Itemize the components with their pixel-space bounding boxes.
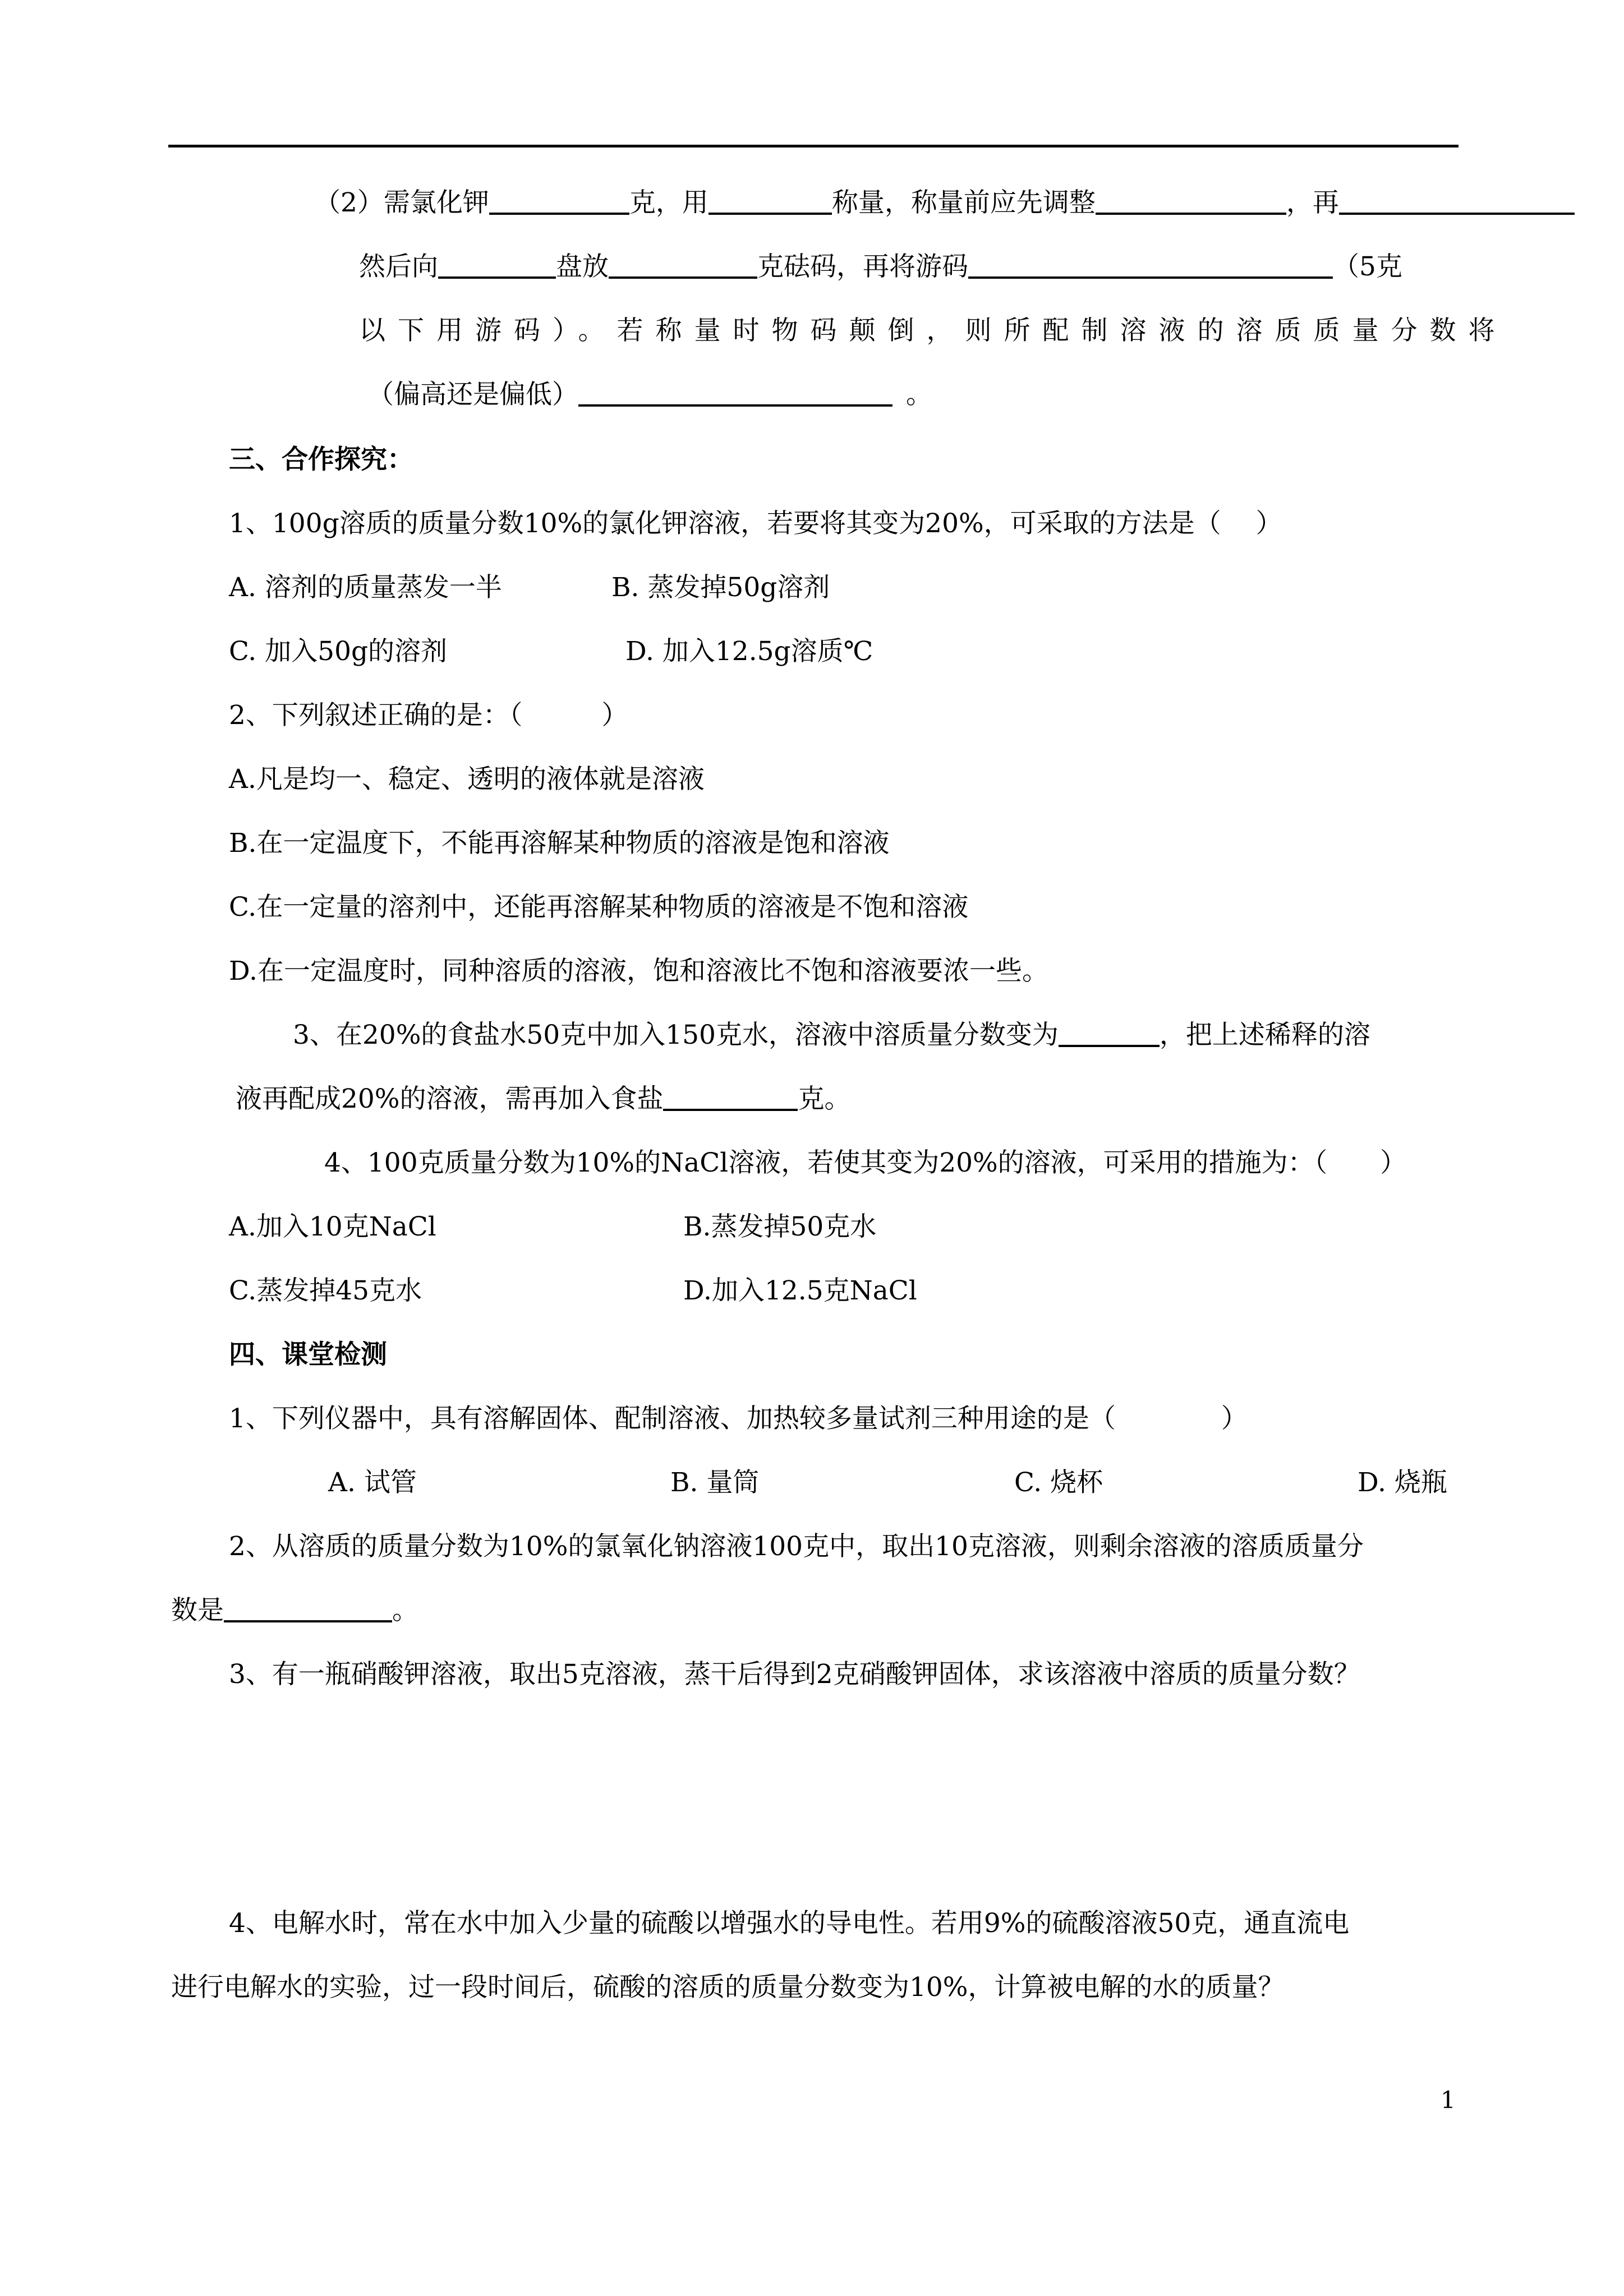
s4-q1-option-c: C. 烧杯 [1014, 1467, 1103, 1498]
s4-q2-line2: 数是 。 [171, 1595, 418, 1626]
s3-q4-option-d: D.加入12.5克NaCl [683, 1275, 917, 1306]
s4-q3: 3、有一瓶硝酸钾溶液，取出5克溶液，蒸干后得到2克硝酸钾固体，求该溶液中溶质的质量分数？ [229, 1659, 1360, 1690]
blank-high-low[interactable] [578, 380, 892, 407]
s3-q2-option-b: B.在一定温度下，不能再溶解某种物质的溶液是饱和溶液 [229, 828, 890, 859]
blank-new-fraction[interactable] [1059, 1020, 1160, 1047]
blank-instrument[interactable] [709, 188, 832, 215]
s4-q1-option-a: A. 试管 [328, 1467, 417, 1498]
q2-line1: （2）需氯化钾 克，用 称量，称量前应先调整 ，再 [314, 186, 1575, 220]
s3-q1-option-c: C. 加入50g的溶剂 [229, 636, 448, 667]
blank-rider[interactable] [968, 252, 1333, 279]
s4-q4-line1: 4、电解水时，常在水中加入少量的硫酸以增强水的导电性。若用9%的硫酸溶液50克，通直流电 [229, 1908, 1350, 1939]
header-rule [168, 145, 1459, 147]
s4-q2-line1: 2、从溶质的质量分数为10%的氯氧化钠溶液100克中，取出10克溶液，则剩余溶液的溶质质量分 [229, 1531, 1364, 1562]
s3-q4-option-a: A.加入10克NaCl [229, 1211, 436, 1242]
blank-remaining-fraction[interactable] [224, 1596, 392, 1622]
blank-adjust[interactable] [1096, 188, 1286, 215]
s4-q1: 1、下列仪器中，具有溶解固体、配制溶液、加热较多量试剂三种用途的是（ ） [229, 1403, 1248, 1434]
q2-line2: 然后向 盘放 克砝码，再将游码 （5克 [359, 251, 1402, 282]
section3-title: 三、合作探究： [229, 444, 413, 475]
s3-q1-option-d: D. 加入12.5g溶质℃ [625, 636, 873, 667]
s3-q2-option-a: A.凡是均一、稳定、透明的液体就是溶液 [229, 764, 705, 795]
blank-then[interactable] [1339, 188, 1575, 215]
blank-pan[interactable] [438, 252, 556, 279]
blank-kcl-mass[interactable] [489, 188, 629, 215]
section4-title: 四、课堂检测 [229, 1339, 387, 1370]
s3-q2-option-c: C.在一定量的溶剂中，还能再溶解某种物质的溶液是不饱和溶液 [229, 892, 969, 923]
s4-q4-line2: 进行电解水的实验，过一段时间后，硫酸的溶质的质量分数变为10%，计算被电解的水的质量？ [171, 1972, 1285, 2003]
s3-q1-option-b: B. 蒸发掉50g溶剂 [611, 572, 830, 603]
s3-q1-option-a: A. 溶剂的质量蒸发一半 [229, 572, 502, 603]
s3-q4-option-b: B.蒸发掉50克水 [683, 1211, 877, 1242]
s4-q1-option-b: B. 量筒 [670, 1467, 760, 1498]
s3-q4: 4、100克质量分数为10%的NaCl溶液，若使其变为20%的溶液，可采用的措施为：（ ） [324, 1147, 1407, 1178]
s3-q4-option-c: C.蒸发掉45克水 [229, 1275, 422, 1306]
blank-weights[interactable] [609, 252, 757, 279]
q2-line4: （偏高还是偏低） 。 [367, 379, 932, 410]
q2-line3: 以下用游码）。若称量时物码颠倒，则所配制溶液的溶质质量分数将 [359, 315, 1507, 346]
s4-q1-option-d: D. 烧瓶 [1358, 1467, 1447, 1498]
s3-q1: 1、100g溶质的质量分数10%的氯化钾溶液，若要将其变为20%，可采取的方法是（ ） [229, 508, 1282, 539]
s3-q3-line2: 液再配成20%的溶液，需再加入食盐 克。 [236, 1084, 851, 1114]
blank-salt-mass[interactable] [663, 1084, 798, 1111]
s3-q3-line1: 3、在20%的食盐水50克中加入150克水，溶液中溶质量分数变为 ，把上述稀释的溶 [293, 1020, 1370, 1050]
s3-q2-option-d: D.在一定温度时，同种溶质的溶液，饱和溶液比不饱和溶液要浓一些。 [229, 956, 1048, 986]
s3-q2: 2、下列叙述正确的是：（ ） [229, 700, 628, 731]
page-number: 1 [1441, 2086, 1456, 2114]
